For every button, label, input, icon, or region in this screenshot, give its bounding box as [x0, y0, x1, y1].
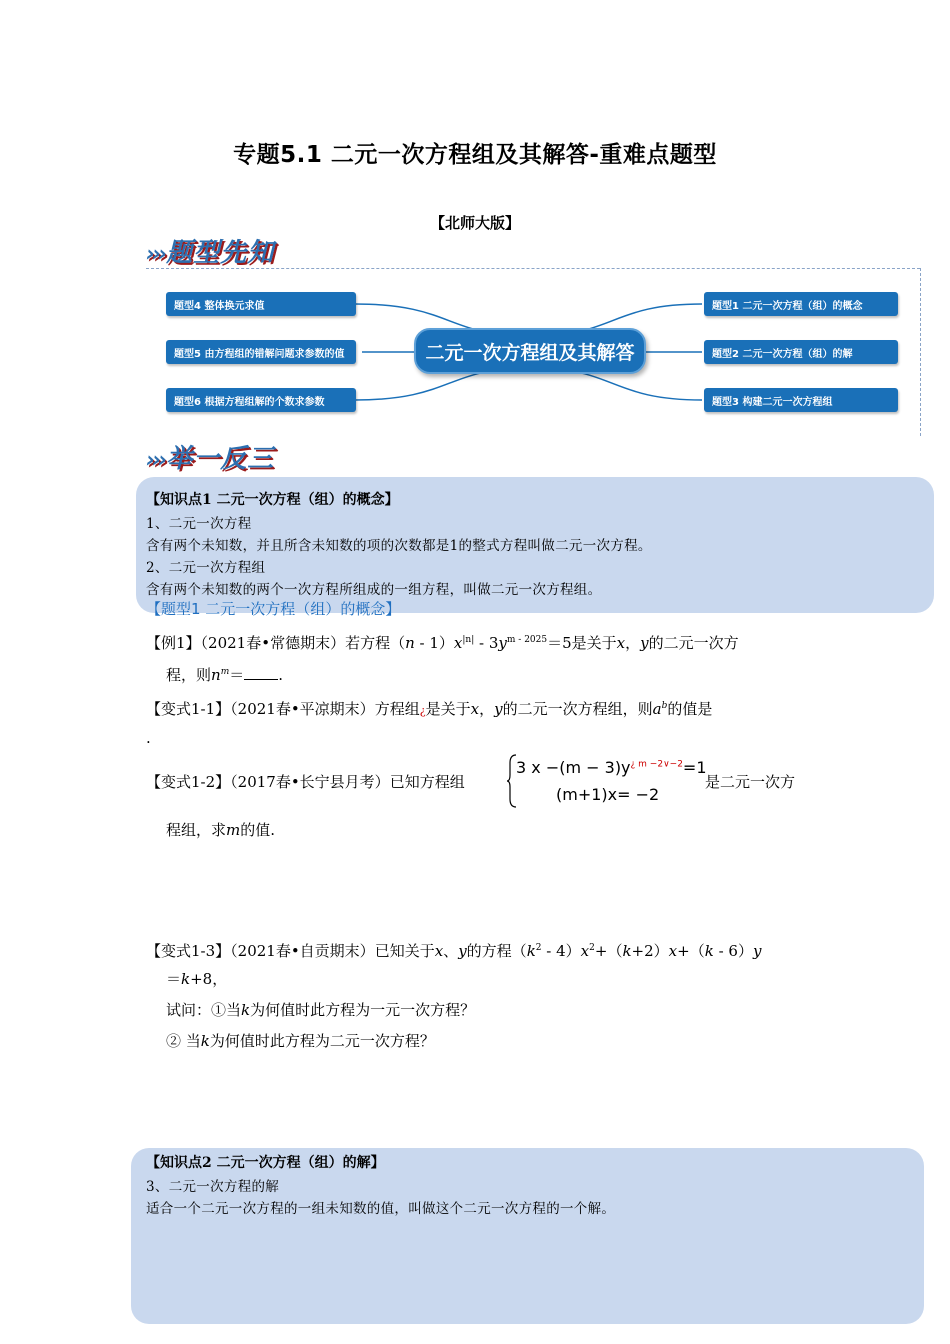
variant-1-3-line-2: ＝k+8，	[166, 970, 228, 988]
mindmap-left-3: 题型6 根据方程组解的个数求参数	[166, 388, 356, 412]
divider-vertical	[920, 268, 921, 436]
divider	[146, 268, 920, 269]
variant-1-3-question-2: ② 当k为何值时此方程为二元一次方程？	[166, 1032, 435, 1050]
knowledge-1-line: 含有两个未知数的两个一次方程所组成的一组方程，叫做二元一次方程组。	[146, 582, 602, 598]
mindmap-center: 二元一次方程组及其解答	[414, 328, 646, 374]
example-1-line-1: 【例1】（2021春•常德期末）若方程$(n - 1)x^{|n|} - 3y^{m - 2025}=5$是关于x，y的二元一次方	[146, 634, 739, 652]
knowledge-1-line: 2、二元一次方程组	[146, 560, 266, 576]
variant-1-2-tail: 是二元一次方	[705, 773, 796, 791]
example-1-line-2: 程，则$n^m=$ .	[166, 666, 284, 684]
knowledge-1-line: 含有两个未知数，并且所含未知数的项的次数都是1的整式方程叫做二元一次方程。	[146, 538, 652, 554]
knowledge-2-line: 适合一个二元一次方程的一组未知数的值，叫做这个二元一次方程的一个解。	[146, 1201, 616, 1217]
banner-examples	[146, 438, 274, 475]
answer-blank	[244, 666, 278, 680]
variant-1-2-intro: 【变式1-2】（2017春•长宁县月考）已知方程组	[146, 773, 465, 791]
knowledge-2-heading: 【知识点2 二元一次方程（组）的解】	[146, 1155, 385, 1171]
variant-1-3-question-1: 试问：①当k为何值时此方程为一元一次方程？	[166, 1001, 476, 1019]
variant-1-2-line-2: 程组，求m的值.	[166, 821, 276, 839]
mindmap-left-1: 题型4 整体换元求值	[166, 292, 356, 316]
banner-label: 举一反三	[166, 444, 275, 474]
type-1-heading: 【题型1 二元一次方程（组）的概念】	[146, 600, 401, 618]
banner-type-preview	[146, 232, 274, 269]
arrows-icon: ›››	[146, 448, 165, 473]
page-title: 专题5.1 二元一次方程组及其解答-重难点题型	[233, 142, 717, 168]
variant-1-1-line-1: 【变式1-1】（2021春•平凉期末）方程组¿是关于x，y的二元一次方程组，则$a^b$的值是	[146, 700, 713, 718]
variant-1-3-line-1: 【变式1-3】（2021春•自贡期末）已知关于x、y的方程$(k^2 - 4)x^2+(k+2)x+(k - 6)y$	[146, 942, 762, 960]
knowledge-1-line: 1、二元一次方程	[146, 516, 252, 532]
system-eq-1: 3 $x -(m - 3)y^{¿ m -2\vee-2}=1$	[516, 758, 707, 777]
mindmap-right-2: 题型2 二元一次方程（组）的解	[704, 340, 898, 364]
knowledge-1-heading: 【知识点1 二元一次方程（组）的概念】	[146, 492, 399, 508]
variant-1-1-line-2: .	[146, 729, 151, 747]
mindmap-right-3: 题型3 构建二元一次方程组	[704, 388, 898, 412]
banner-label: 题型先知	[166, 238, 275, 268]
page-subtitle: 【北师大版】	[429, 214, 520, 232]
mindmap-right-1: 题型1 二元一次方程（组）的概念	[704, 292, 898, 316]
arrows-icon: ›››	[146, 242, 165, 267]
knowledge-2-line: 3、二元一次方程的解	[146, 1179, 280, 1195]
mindmap-left-2: 题型5 由方程组的错解问题求参数的值	[166, 340, 356, 364]
system-eq-2: (m+1)x= −2	[556, 785, 660, 804]
